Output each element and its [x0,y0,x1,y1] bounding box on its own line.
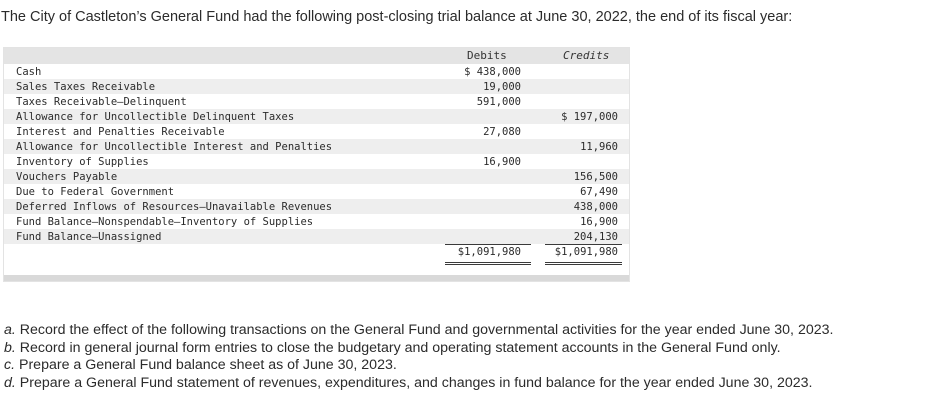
debit-amount: 591,000 [476,96,521,108]
account-name: Cash [16,66,42,78]
task-letter: b. [4,339,16,356]
credit-amount: 156,500 [573,171,618,183]
table-row [4,140,629,155]
credit-amount: 16,900 [580,216,618,228]
account-name: Fund Balance—Nonspendable—Inventory of Supplies [16,216,314,228]
table-row [4,200,629,215]
task-text: Record in general journal form entries to close the budgetary and operating statement accounts in the General Fund only. [15,339,781,356]
task-item [4,340,833,358]
debit-total: $1,091,980 [457,246,521,258]
trial-balance-table [3,47,630,282]
task-letter: c. [4,357,16,373]
table-row [4,95,629,110]
account-name: Allowance for Uncollectible Delinquent Taxes [16,111,295,123]
debit-amount: 16,900 [483,156,521,168]
table-footer-bar [4,275,629,281]
credit-total-rule-2 [545,264,622,265]
account-name: Vouchers Payable [16,171,118,183]
table-row [4,215,629,230]
table-row [4,155,629,170]
debit-total-rule-2 [445,264,531,265]
credit-total: $1,091,980 [554,246,618,258]
task-text: Prepare a General Fund balance sheet as of June 30, 2023. [15,357,397,373]
credit-amount: 438,000 [573,201,618,213]
account-name: Deferred Inflows of Resources—Unavailable Revenues [16,201,333,213]
debit-amount: 27,080 [483,126,521,138]
task-text: Prepare a General Fund statement of revenues, expenditures, and changes in fund balance for the year ended June 30, 2023. [15,374,813,391]
account-name: Fund Balance—Unassigned [16,231,162,243]
table-row [4,110,629,125]
account-name: Interest and Penalties Receivable [16,126,225,138]
task-item [4,357,833,375]
table-row [4,170,629,185]
credits-header: Credits [563,49,610,62]
account-name: Inventory of Supplies [16,156,149,168]
account-name: Due to Federal Government [16,186,175,198]
credit-amount: 11,960 [580,141,618,153]
task-list [4,322,833,392]
account-name: Taxes Receivable—Delinquent [16,96,187,108]
intro-text: The City of Castleton’s General Fund had the following post-closing trial balance at June 30, 2022, the end of its fiscal year: [1,9,793,25]
credit-amount: 67,490 [580,186,618,198]
table-header [4,48,629,64]
debit-total-rule-1 [445,262,531,263]
task-item [4,322,833,340]
account-name: Sales Taxes Receivable [16,81,156,93]
task-letter: a. [4,322,16,338]
credit-total-rule-1 [545,262,622,263]
credit-amount: 204,130 [573,231,618,243]
debit-amount: $ 438,000 [464,66,521,78]
table-row [4,230,629,245]
task-letter: d. [4,374,16,391]
table-row [4,185,629,200]
debit-amount: 19,000 [483,81,521,93]
account-name: Allowance for Uncollectible Interest and Penalties [16,141,333,153]
debits-header: Debits [467,49,507,62]
table-row [4,65,629,80]
table-row [4,125,629,140]
task-text: Record the effect of the following transactions on the General Fund and governmental activities for the year ended June 30, 2023. [15,322,834,338]
task-item [4,375,833,393]
credit-amount: $ 197,000 [561,111,618,123]
table-row [4,80,629,95]
